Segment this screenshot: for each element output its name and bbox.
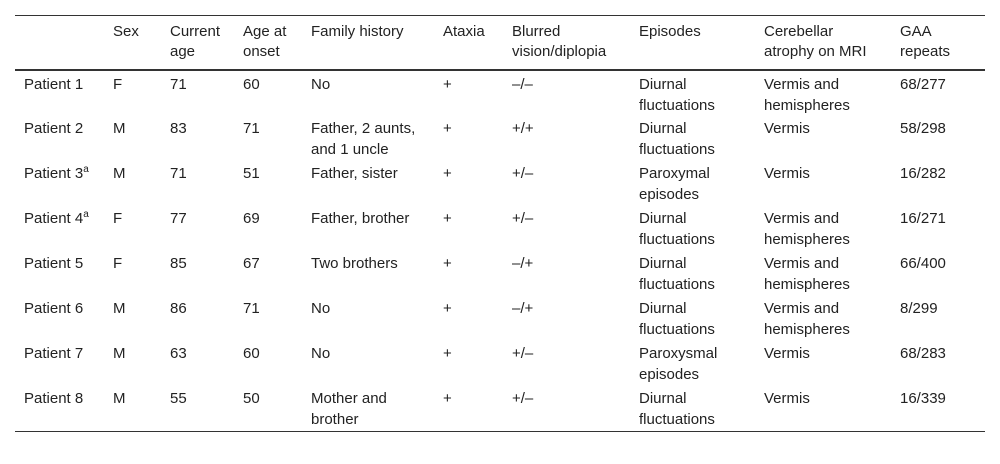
- cell-blurred-vision-text: –/+: [512, 300, 534, 317]
- cell-ataxia: [434, 70, 503, 116]
- cell-blurred-vision: [503, 161, 630, 206]
- cell-sex: [104, 296, 161, 341]
- cell-episodes-text: Diurnal fluctuations: [639, 255, 715, 293]
- table-row: [15, 206, 985, 251]
- cell-sex: [104, 386, 161, 432]
- cell-blurred-vision-text: +/–: [512, 390, 534, 407]
- cell-ataxia-text: +: [443, 120, 452, 137]
- table-row: [15, 386, 985, 432]
- cell-ataxia: [434, 116, 503, 161]
- cell-cerebellar-atrophy: [755, 296, 891, 341]
- cell-family-history-text: Father, brother: [311, 210, 410, 227]
- cell-cerebellar-atrophy: [755, 70, 891, 116]
- cell-ataxia: [434, 341, 503, 386]
- table-row: [15, 116, 985, 161]
- cell-cerebellar-atrophy-text: Vermis and hemispheres: [764, 255, 850, 293]
- cell-current-age: [161, 206, 234, 251]
- cell-episodes-text: Diurnal fluctuations: [639, 390, 715, 428]
- cell-age-at-onset-text: 51: [243, 165, 260, 182]
- cell-sex-text: F: [113, 76, 123, 93]
- cell-sex-text: M: [113, 165, 126, 182]
- cell-gaa-repeats: [891, 386, 985, 432]
- cell-gaa-repeats: [891, 296, 985, 341]
- cell-family-history: [302, 116, 434, 161]
- cell-family-history-text: No: [311, 300, 331, 317]
- cell-ataxia-text: +: [443, 255, 452, 272]
- cell-patient-text: Patient 2: [24, 120, 84, 137]
- cell-ataxia-text: +: [443, 76, 452, 93]
- cell-current-age: [161, 161, 234, 206]
- cell-cerebellar-atrophy-text: Vermis and hemispheres: [764, 300, 850, 338]
- cell-sex: [104, 161, 161, 206]
- cell-gaa-repeats: [891, 70, 985, 116]
- cell-ataxia-text: +: [443, 390, 452, 407]
- cell-age-at-onset: [234, 206, 302, 251]
- cell-age-at-onset-text: 60: [243, 76, 260, 93]
- cell-patient-text: Patient 8: [24, 390, 84, 407]
- header-sex: Sex: [113, 23, 139, 40]
- cell-patient: [15, 341, 104, 386]
- header-gaa-repeats: GAA repeats: [900, 23, 951, 60]
- cell-patient-text: Patient 3: [24, 165, 84, 182]
- cell-patient-text: Patient 5: [24, 255, 84, 272]
- cell-episodes-text: Diurnal fluctuations: [639, 300, 715, 338]
- cell-gaa-repeats-text: 16/271: [900, 210, 946, 227]
- table-row: [15, 251, 985, 296]
- cell-current-age-text: 77: [170, 210, 187, 227]
- cell-sex-text: F: [113, 255, 123, 272]
- cell-episodes: [630, 116, 755, 161]
- cell-blurred-vision: [503, 206, 630, 251]
- cell-ataxia-text: +: [443, 210, 452, 227]
- cell-episodes: [630, 206, 755, 251]
- cell-episodes-text: Diurnal fluctuations: [639, 120, 715, 158]
- cell-cerebellar-atrophy-text: Vermis: [764, 165, 810, 182]
- cell-gaa-repeats: [891, 251, 985, 296]
- cell-cerebellar-atrophy: [755, 251, 891, 296]
- cell-sex-text: F: [113, 210, 123, 227]
- patient-characteristics-table: [15, 15, 985, 432]
- patient-table-container: [15, 15, 985, 432]
- cell-ataxia-text: +: [443, 300, 452, 317]
- cell-current-age: [161, 70, 234, 116]
- cell-cerebellar-atrophy-text: Vermis and hemispheres: [764, 76, 850, 114]
- cell-age-at-onset-text: 71: [243, 300, 260, 317]
- cell-age-at-onset-text: 67: [243, 255, 260, 272]
- cell-cerebellar-atrophy: [755, 386, 891, 432]
- cell-current-age: [161, 116, 234, 161]
- cell-patient: [15, 296, 104, 341]
- cell-family-history-text: Father, sister: [311, 165, 398, 182]
- cell-family-history: [302, 296, 434, 341]
- cell-age-at-onset: [234, 341, 302, 386]
- cell-gaa-repeats-text: 68/283: [900, 345, 946, 362]
- cell-episodes-text: Diurnal fluctuations: [639, 76, 715, 114]
- cell-patient-text: Patient 6: [24, 300, 84, 317]
- cell-family-history-text: Mother and brother: [311, 390, 387, 428]
- cell-sex: [104, 206, 161, 251]
- cell-episodes: [630, 386, 755, 432]
- cell-age-at-onset-text: 50: [243, 390, 260, 407]
- cell-cerebellar-atrophy-text: Vermis and hemispheres: [764, 210, 850, 248]
- cell-sex: [104, 341, 161, 386]
- cell-age-at-onset: [234, 161, 302, 206]
- cell-family-history: [302, 206, 434, 251]
- cell-sex-text: M: [113, 390, 126, 407]
- table-header-row: [15, 16, 985, 71]
- cell-ataxia: [434, 161, 503, 206]
- cell-sex-text: M: [113, 300, 126, 317]
- header-cerebellar-atrophy: Cerebellar atrophy on MRI: [764, 23, 867, 60]
- cell-blurred-vision-text: +/+: [512, 120, 534, 137]
- cell-current-age-text: 71: [170, 76, 187, 93]
- header-family-history: Family history: [311, 23, 404, 40]
- cell-patient-text: Patient 4: [24, 210, 84, 227]
- cell-blurred-vision: [503, 296, 630, 341]
- cell-cerebellar-atrophy: [755, 341, 891, 386]
- cell-sex: [104, 116, 161, 161]
- cell-current-age: [161, 341, 234, 386]
- cell-family-history-text: No: [311, 76, 331, 93]
- cell-gaa-repeats-text: 16/339: [900, 390, 946, 407]
- cell-age-at-onset-text: 71: [243, 120, 260, 137]
- cell-family-history: [302, 161, 434, 206]
- cell-blurred-vision: [503, 251, 630, 296]
- cell-episodes: [630, 70, 755, 116]
- cell-blurred-vision-text: +/–: [512, 210, 534, 227]
- cell-gaa-repeats-text: 16/282: [900, 165, 946, 182]
- cell-episodes: [630, 341, 755, 386]
- cell-blurred-vision-text: +/–: [512, 345, 534, 362]
- cell-ataxia: [434, 386, 503, 432]
- cell-family-history: [302, 70, 434, 116]
- cell-patient-text: Patient 7: [24, 345, 84, 362]
- cell-current-age-text: 86: [170, 300, 187, 317]
- cell-patient-text: Patient 1: [24, 76, 84, 93]
- cell-age-at-onset: [234, 386, 302, 432]
- cell-current-age-text: 55: [170, 390, 187, 407]
- cell-age-at-onset-text: 69: [243, 210, 260, 227]
- cell-sex: [104, 251, 161, 296]
- cell-episodes: [630, 296, 755, 341]
- cell-age-at-onset-text: 60: [243, 345, 260, 362]
- header-age-at-onset: Age at onset: [243, 23, 287, 60]
- cell-blurred-vision: [503, 70, 630, 116]
- cell-family-history: [302, 251, 434, 296]
- cell-ataxia-text: +: [443, 345, 452, 362]
- cell-patient: [15, 386, 104, 432]
- cell-family-history-text: No: [311, 345, 331, 362]
- cell-patient: [15, 206, 104, 251]
- header-blurred-vision: Blurred vision/diplopia: [512, 23, 607, 60]
- cell-patient: [15, 251, 104, 296]
- cell-blurred-vision: [503, 116, 630, 161]
- header-episodes: Episodes: [639, 23, 701, 40]
- cell-family-history-text: Two brothers: [311, 255, 398, 272]
- cell-ataxia-text: +: [443, 165, 452, 182]
- cell-cerebellar-atrophy-text: Vermis: [764, 120, 810, 137]
- cell-cerebellar-atrophy-text: Vermis: [764, 345, 810, 362]
- cell-gaa-repeats: [891, 161, 985, 206]
- cell-blurred-vision-text: +/–: [512, 165, 534, 182]
- table-row: [15, 341, 985, 386]
- cell-sex-text: M: [113, 345, 126, 362]
- cell-episodes-text: Paroxymal episodes: [639, 165, 710, 203]
- cell-ataxia: [434, 251, 503, 296]
- cell-age-at-onset: [234, 296, 302, 341]
- cell-episodes: [630, 251, 755, 296]
- cell-gaa-repeats-text: 58/298: [900, 120, 946, 137]
- cell-gaa-repeats: [891, 341, 985, 386]
- cell-current-age-text: 71: [170, 165, 187, 182]
- footnote-marker: a: [83, 209, 89, 220]
- cell-cerebellar-atrophy: [755, 206, 891, 251]
- cell-blurred-vision: [503, 341, 630, 386]
- table-row: [15, 296, 985, 341]
- table-row: [15, 70, 985, 116]
- cell-family-history: [302, 341, 434, 386]
- footnote-marker: a: [83, 164, 89, 175]
- cell-blurred-vision-text: –/+: [512, 255, 534, 272]
- cell-family-history-text: Father, 2 aunts, and 1 uncle: [311, 120, 416, 158]
- cell-current-age: [161, 251, 234, 296]
- cell-gaa-repeats-text: 66/400: [900, 255, 946, 272]
- cell-cerebellar-atrophy: [755, 116, 891, 161]
- cell-cerebellar-atrophy-text: Vermis: [764, 390, 810, 407]
- header-current-age: Current age: [170, 23, 221, 60]
- cell-blurred-vision-text: –/–: [512, 76, 533, 93]
- cell-current-age: [161, 296, 234, 341]
- cell-age-at-onset: [234, 116, 302, 161]
- cell-episodes-text: Diurnal fluctuations: [639, 210, 715, 248]
- cell-family-history: [302, 386, 434, 432]
- cell-sex-text: M: [113, 120, 126, 137]
- cell-current-age-text: 63: [170, 345, 187, 362]
- cell-cerebellar-atrophy: [755, 161, 891, 206]
- cell-age-at-onset: [234, 251, 302, 296]
- cell-age-at-onset: [234, 70, 302, 116]
- cell-ataxia: [434, 296, 503, 341]
- table-body: [15, 70, 985, 432]
- cell-episodes-text: Paroxysmal episodes: [639, 345, 718, 383]
- cell-sex: [104, 70, 161, 116]
- cell-patient: [15, 116, 104, 161]
- table-row: [15, 161, 985, 206]
- cell-current-age: [161, 386, 234, 432]
- cell-gaa-repeats-text: 68/277: [900, 76, 946, 93]
- cell-gaa-repeats-text: 8/299: [900, 300, 938, 317]
- cell-blurred-vision: [503, 386, 630, 432]
- header-ataxia: Ataxia: [443, 23, 485, 40]
- cell-ataxia: [434, 206, 503, 251]
- cell-current-age-text: 85: [170, 255, 187, 272]
- cell-gaa-repeats: [891, 116, 985, 161]
- cell-patient: [15, 70, 104, 116]
- header-patient: [15, 16, 104, 71]
- cell-current-age-text: 83: [170, 120, 187, 137]
- cell-patient: [15, 161, 104, 206]
- cell-episodes: [630, 161, 755, 206]
- cell-gaa-repeats: [891, 206, 985, 251]
